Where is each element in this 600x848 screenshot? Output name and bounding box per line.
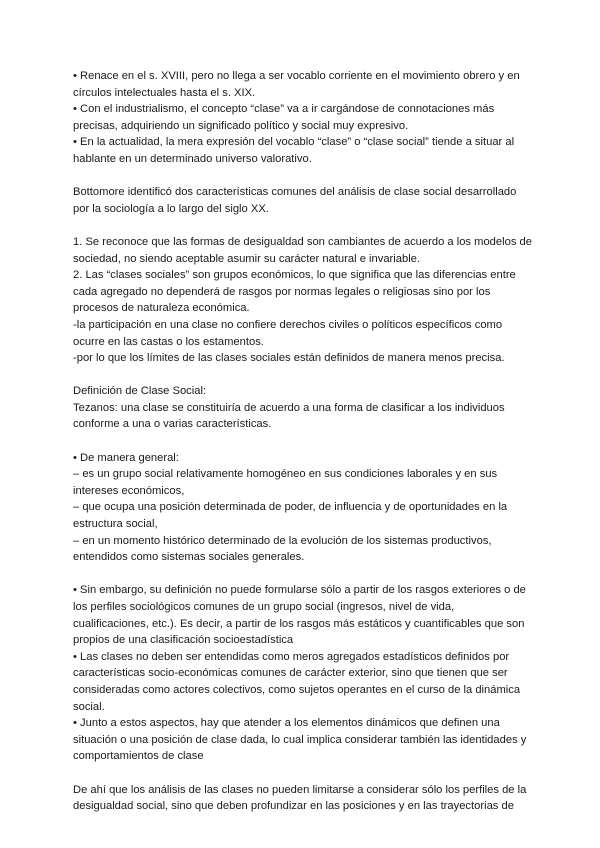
text-line: -por lo que los límites de las clases sociales están definidos de manera menos precisa. — [73, 352, 505, 365]
document-page — [73, 68, 533, 815]
paragraph-gap — [73, 168, 533, 185]
text-line: – en un momento histórico determinado de la evolución de los sistemas productivos, — [73, 534, 492, 547]
text-line: De ahí que los análisis de las clases no pueden limitarse a considerar sólo los perfiles de la — [73, 783, 527, 796]
paragraph-gap — [73, 217, 533, 234]
text-line: • Junto a estos aspectos, hay que atender a los elementos dinámicos que definen una — [73, 717, 500, 730]
text-line: entendidos como sistemas sociales generales. — [73, 551, 305, 564]
paragraph-origins — [73, 68, 533, 168]
text-line: • De manera general: — [73, 451, 179, 464]
text-line: • Las clases no deben ser entendidas como meros agregados estadísticos definidos por — [73, 650, 510, 663]
text-line: los perfiles sociológicos comunes de un grupo social (ingresos, nivel de vida, — [73, 601, 455, 613]
paragraph-conclusion — [73, 782, 533, 815]
text-line: • En la actualidad, la mera expresión del vocablo “clase” o “clase social” tiende a situar al — [73, 136, 515, 149]
text-line: cualificaciones, etc.). Es decir, a partir de los rasgos más estáticos y cuantificables que son — [73, 617, 525, 630]
text-line: por la sociología a lo largo del siglo XX. — [73, 202, 269, 215]
paragraph-gap — [73, 367, 533, 384]
text-line: Bottomore identificó dos características comunes del análisis de clase social desarrollado — [73, 186, 517, 199]
paragraph-definition — [73, 383, 533, 433]
text-line: • Sin embargo, su definición no puede formularse sólo a partir de los rasgos exteriores o de — [73, 584, 526, 597]
paragraph-gap — [73, 433, 533, 450]
text-line: • Con el industrialismo, el concepto “clase” va a ir cargándose de connotaciones más — [73, 103, 495, 116]
text-line: – es un grupo social relativamente homogéneo en sus condiciones laborales y en sus — [73, 468, 498, 481]
text-line: intereses económicos, — [73, 484, 185, 497]
text-line: procesos de naturaleza económica. — [73, 302, 250, 315]
text-line: propios de una clasificación socioestadística — [73, 634, 294, 647]
text-line: desigualdad social, sino que deben profundizar en las posiciones y en las trayectorias de — [73, 800, 514, 813]
paragraph-gap — [73, 765, 533, 782]
text-line: -la participación en una clase no confiere derechos civiles o políticos específicos como — [73, 318, 503, 331]
text-line: Definición de Clase Social: — [73, 385, 207, 398]
text-line: – que ocupa una posición determinada de poder, de influencia y de oportunidades en la — [73, 501, 508, 514]
text-line: estructura social, — [73, 518, 158, 531]
text-line: consideradas como actores colectivos, como sujetos operantes en el curso de la dinámica — [73, 683, 521, 696]
text-line: 1. Se reconoce que las formas de desigualdad son cambiantes de acuerdo a los modelos de — [73, 235, 532, 248]
paragraph-however — [73, 582, 533, 765]
text-line: precisas, adquiriendo un significado político y social muy expresivo. — [73, 119, 409, 132]
paragraph-characteristics — [73, 234, 533, 367]
text-line: sociedad, no siendo aceptable asumir su carácter natural e invariable. — [73, 252, 421, 265]
text-line: Tezanos: una clase se constituiría de acuerdo a una forma de clasificar a los individuos — [73, 401, 505, 414]
paragraph-general — [73, 450, 533, 566]
text-line: círculos intelectuales hasta el s. XIX. — [73, 86, 256, 99]
text-line: social. — [73, 700, 105, 713]
paragraph-bottomore — [73, 184, 533, 217]
text-line: situación o una posición de clase dada, lo cual implica considerar también las identidades y — [73, 733, 527, 746]
text-line: ocurre en las castas o los estamentos. — [73, 335, 264, 348]
text-line: comportamientos de clase — [73, 750, 204, 763]
text-line: cada agregado no dependerá de rasgos por normas legales o religiosas sino por los — [73, 285, 491, 298]
text-line: 2. Las “clases sociales” son grupos económicos, lo que significa que las diferencias entre — [73, 269, 516, 282]
text-line: • Renace en el s. XVIII, pero no llega a ser vocablo corriente en el movimiento obrero y en — [73, 70, 520, 82]
text-line: características socio-económicas comunes de carácter exterior, sino que tienen que ser — [73, 667, 508, 680]
text-line: hablante en un determinado universo valorativo. — [73, 152, 312, 165]
text-line: conforme a una o varias características. — [73, 418, 272, 431]
paragraph-gap — [73, 566, 533, 583]
